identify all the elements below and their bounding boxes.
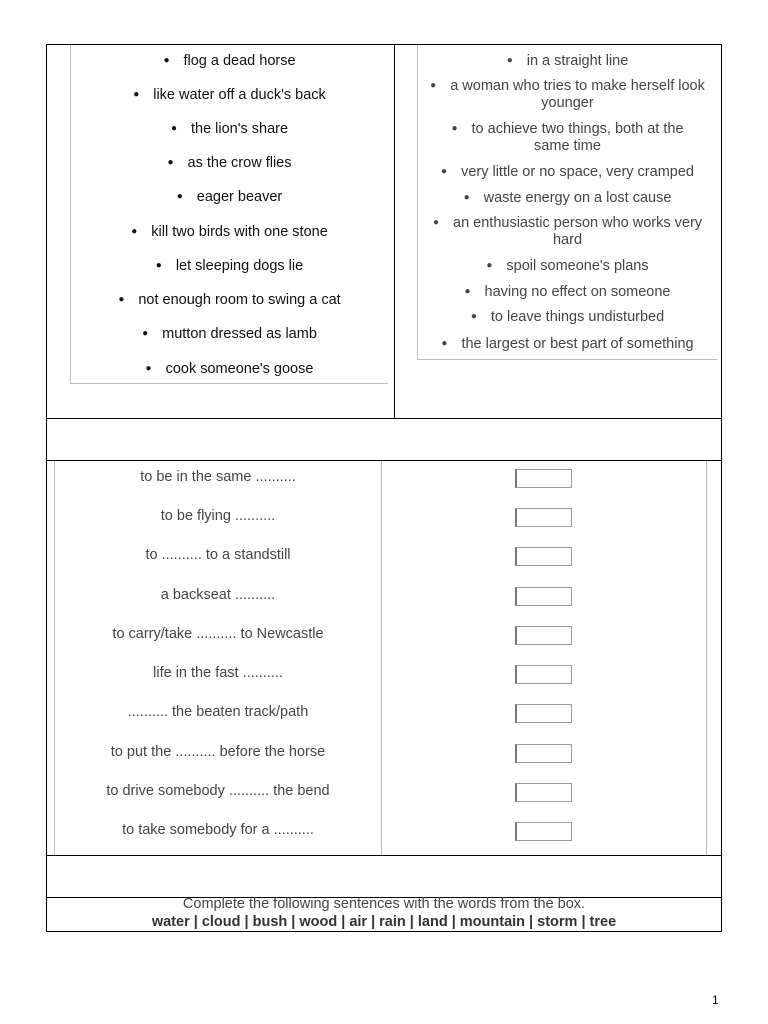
list-item <box>71 52 388 70</box>
phrase-text: a backseat .......... <box>160 587 276 603</box>
table-divider <box>47 855 721 856</box>
phrase-text: to take somebody for a .......... <box>122 822 314 838</box>
list-item <box>418 308 717 326</box>
meaning-text: the largest or best part of something <box>461 336 694 352</box>
idiom-text: not enough room to swing a cat <box>138 292 341 308</box>
phrase-text: to drive somebody .......... the bend <box>106 783 330 799</box>
list-item <box>418 283 717 301</box>
table-row <box>55 775 708 814</box>
list-item <box>71 188 388 206</box>
idiom-text: the lion's share <box>190 121 289 137</box>
bullet-icon: ● <box>118 294 125 305</box>
answer-input[interactable] <box>515 587 572 606</box>
table-divider <box>47 418 721 419</box>
idiom-text: cook someone's goose <box>165 361 314 377</box>
idiom-text: as the crow flies <box>187 155 292 171</box>
meaning-text: an enthusiastic person who works very hard <box>453 215 703 248</box>
idiom-text: eager beaver <box>196 189 283 205</box>
meaning-text: a woman who tries to make herself look younger <box>450 78 705 111</box>
idiom-text: let sleeping dogs lie <box>175 258 304 274</box>
meaning-text: waste energy on a lost cause <box>483 190 672 206</box>
worksheet-table <box>46 44 722 932</box>
table-row <box>55 579 708 618</box>
phrase-text: to carry/take .......... to Newcastle <box>112 626 324 642</box>
meaning-text: having no effect on someone <box>484 284 671 300</box>
phrase-text: to be flying .......... <box>160 508 276 524</box>
bullet-icon: ● <box>470 311 477 322</box>
meaning-text: spoil someone's plans <box>506 258 649 274</box>
answer-input[interactable] <box>515 508 572 527</box>
table-row <box>55 618 708 657</box>
bullet-icon: ● <box>155 260 162 271</box>
bullet-icon: ● <box>432 217 439 228</box>
list-item <box>418 77 717 112</box>
table-row <box>55 696 708 735</box>
bullet-icon: ● <box>133 89 140 100</box>
bullet-icon: ● <box>486 260 493 271</box>
list-item <box>71 360 388 378</box>
answer-input[interactable] <box>515 626 572 645</box>
answer-input[interactable] <box>515 469 572 488</box>
bullet-icon: ● <box>167 157 174 168</box>
answer-input[interactable] <box>515 665 572 684</box>
table-row <box>55 814 708 853</box>
list-item <box>71 325 388 343</box>
idiom-text: kill two birds with one stone <box>151 224 328 240</box>
bullet-icon: ● <box>170 123 177 134</box>
list-item <box>71 291 388 309</box>
bullet-icon: ● <box>463 192 470 203</box>
meaning-list <box>417 45 717 360</box>
bullet-icon: ● <box>441 338 448 349</box>
list-item <box>418 163 717 181</box>
meaning-text: very little or no space, very cramped <box>461 164 694 180</box>
column-divider <box>394 45 395 418</box>
phrase-text: to be in the same .......... <box>140 469 296 485</box>
list-item <box>71 257 388 275</box>
list-item <box>71 120 388 138</box>
list-item <box>71 86 388 104</box>
list-item <box>418 52 717 70</box>
bullet-icon: ● <box>176 191 183 202</box>
bullet-icon: ● <box>464 286 471 297</box>
bullet-icon: ● <box>441 166 448 177</box>
table-row <box>55 461 708 500</box>
bullet-icon: ● <box>451 123 458 134</box>
answer-input[interactable] <box>515 822 572 841</box>
fill-in-table <box>54 461 707 855</box>
list-item <box>71 154 388 172</box>
idiom-text: mutton dressed as lamb <box>162 326 317 342</box>
list-item <box>418 335 717 353</box>
list-item <box>418 189 717 207</box>
list-item <box>418 257 717 275</box>
answer-input[interactable] <box>515 704 572 723</box>
answer-input[interactable] <box>515 547 572 566</box>
bullet-icon: ● <box>430 80 437 91</box>
meaning-text: to achieve two things, both at the same time <box>471 121 684 154</box>
table-row <box>55 539 708 578</box>
table-row <box>55 500 708 539</box>
meaning-text: in a straight line <box>526 53 629 69</box>
idiom-list <box>70 45 388 384</box>
answer-input[interactable] <box>515 783 572 802</box>
bullet-icon: ● <box>163 55 170 66</box>
bullet-icon: ● <box>506 55 513 66</box>
word-bank: water | cloud | bush | wood | air | rain | land | mountain | storm | tree <box>151 914 617 930</box>
bullet-icon: ● <box>131 226 138 237</box>
phrase-text: life in the fast .......... <box>153 665 283 681</box>
list-item <box>71 223 388 241</box>
idiom-text: like water off a duck's back <box>153 87 326 103</box>
phrase-text: .......... the beaten track/path <box>127 704 309 720</box>
bullet-icon: ● <box>142 328 149 339</box>
table-row <box>55 657 708 696</box>
list-item <box>418 120 717 155</box>
meaning-text: to leave things undisturbed <box>490 309 665 325</box>
list-item <box>418 214 717 249</box>
table-row <box>55 736 708 775</box>
phrase-text: to .......... to a standstill <box>145 547 291 563</box>
answer-input[interactable] <box>515 744 572 763</box>
page-number: 1 <box>712 993 719 1007</box>
bullet-icon: ● <box>145 363 152 374</box>
idiom-text: flog a dead horse <box>183 53 296 69</box>
instruction-text: Complete the following sentences with the words from the box. <box>182 896 586 912</box>
phrase-text: to put the .......... before the horse <box>110 744 326 760</box>
